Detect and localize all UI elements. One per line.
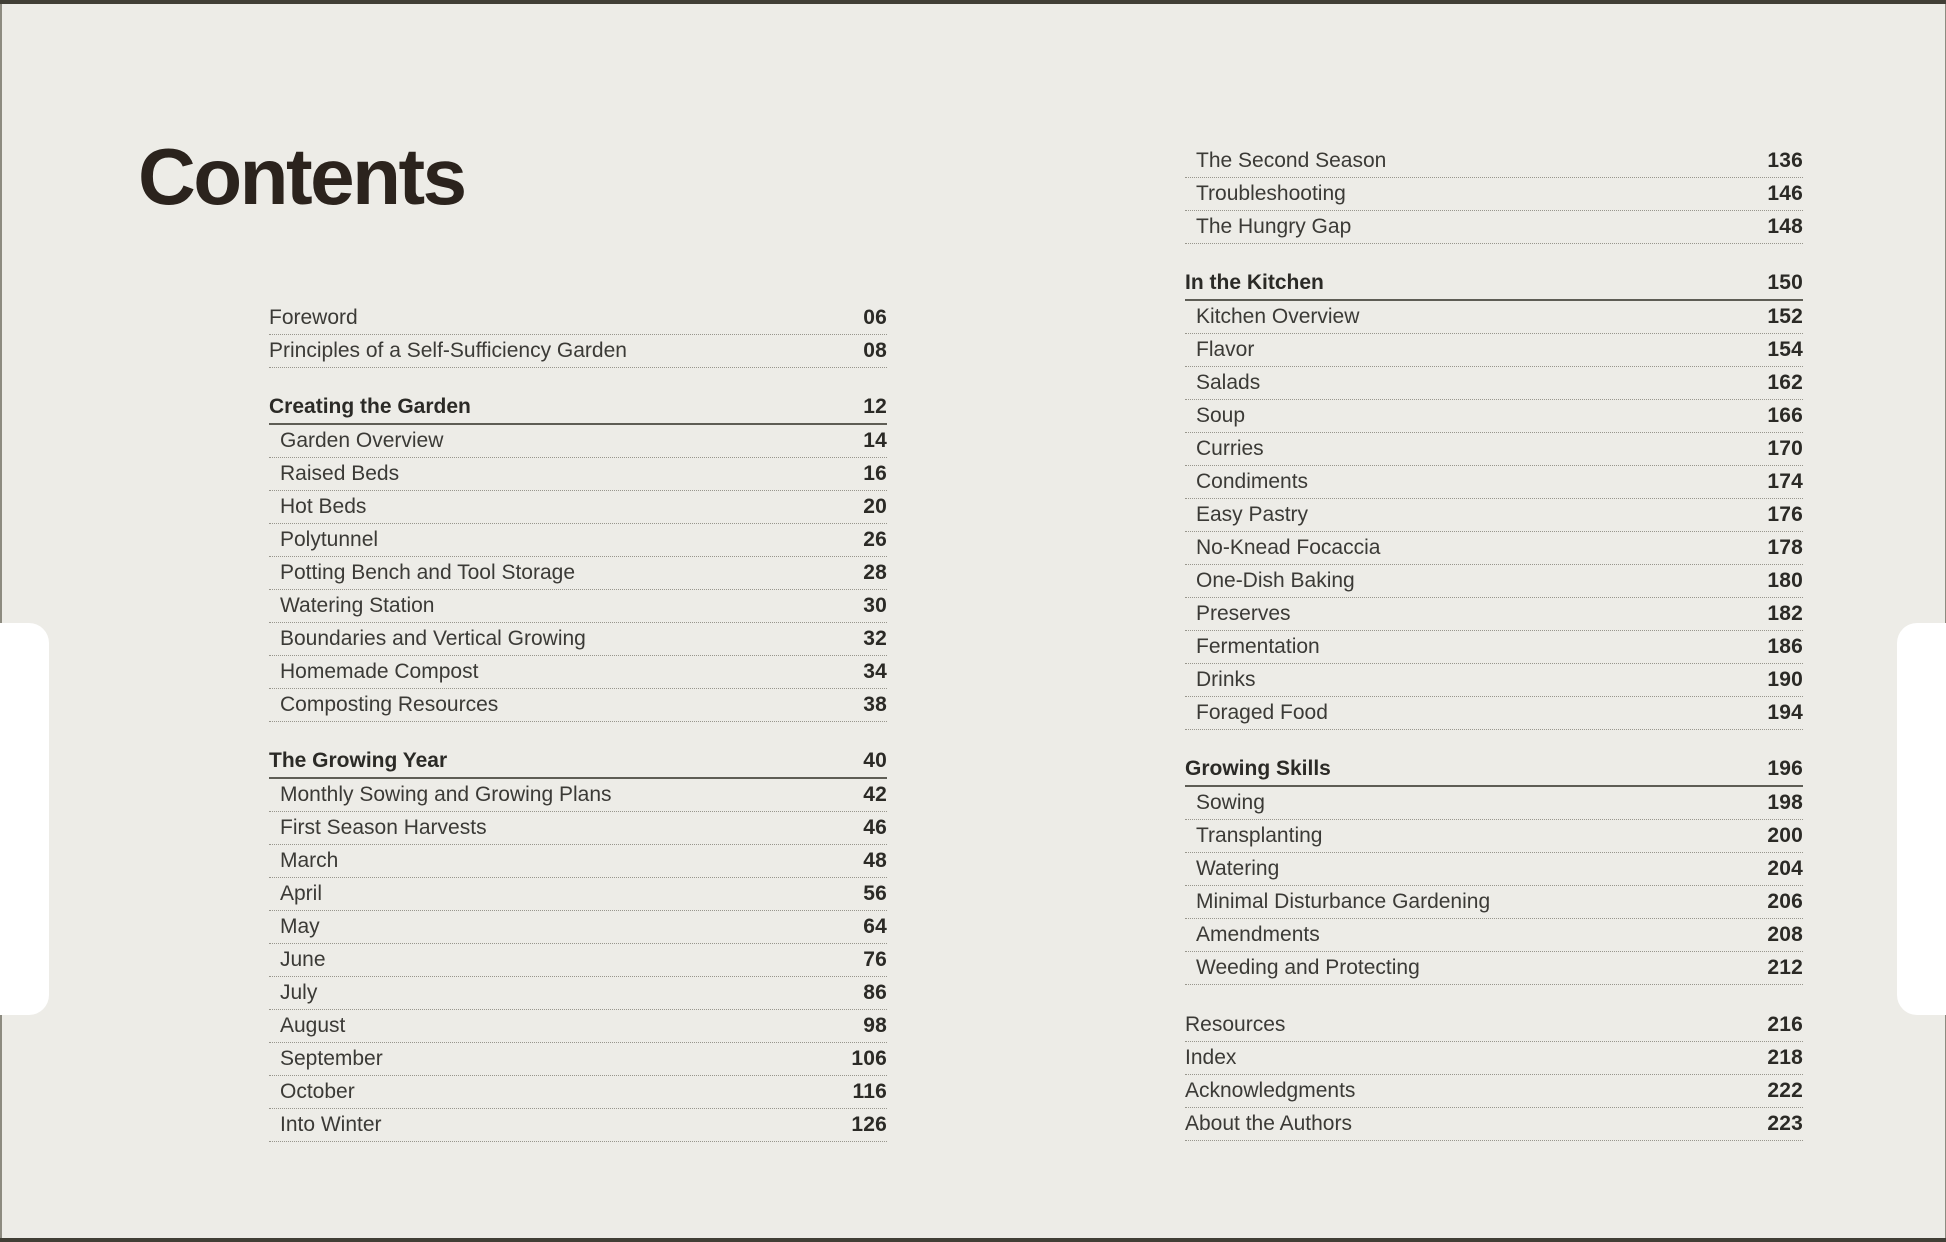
toc-entry-label: Composting Resources — [280, 693, 499, 716]
toc-entry-page: 116 — [852, 1080, 887, 1103]
toc-row — [269, 656, 887, 689]
toc-section — [1185, 268, 1803, 730]
toc-entry-label: Creating the Garden — [269, 395, 471, 418]
right-page-tab — [1897, 623, 1946, 1015]
toc-entry-label: Homemade Compost — [280, 660, 479, 683]
toc-entry-page: 204 — [1767, 857, 1803, 880]
toc-column-left — [269, 302, 887, 1142]
toc-entry-page: 152 — [1767, 305, 1803, 328]
toc-entry-label: The Growing Year — [269, 749, 448, 772]
toc-entry-page: 178 — [1767, 536, 1803, 559]
toc-entry-label: Polytunnel — [280, 528, 379, 551]
toc-entry-label: Salads — [1196, 371, 1261, 394]
toc-entry-label: Kitchen Overview — [1196, 305, 1360, 328]
toc-entry-label: Principles of a Self-Sufficiency Garden — [269, 339, 627, 362]
toc-entry-label: Potting Bench and Tool Storage — [280, 561, 575, 584]
toc-row — [269, 944, 887, 977]
toc-row — [1185, 400, 1803, 433]
toc-entry-label: June — [280, 948, 326, 971]
toc-entry-page: 154 — [1767, 338, 1803, 361]
toc-row — [1185, 211, 1803, 244]
toc-entry-page: 26 — [863, 528, 887, 551]
toc-entry-label: Drinks — [1196, 668, 1256, 691]
toc-entry-label: Into Winter — [280, 1113, 382, 1136]
toc-entry-label: Garden Overview — [280, 429, 444, 452]
toc-row — [269, 689, 887, 722]
toc-entry-label: Growing Skills — [1185, 757, 1331, 780]
toc-entry-page: 64 — [863, 915, 887, 938]
toc-entry-label: August — [280, 1014, 346, 1037]
toc-row — [269, 623, 887, 656]
toc-row — [1185, 466, 1803, 499]
toc-entry-label: Hot Beds — [280, 495, 367, 518]
toc-row — [1185, 433, 1803, 466]
toc-row — [1185, 1075, 1803, 1108]
toc-row — [1185, 1009, 1803, 1042]
toc-entry-label: Condiments — [1196, 470, 1309, 493]
toc-row — [269, 425, 887, 458]
toc-entry-page: 196 — [1767, 757, 1803, 780]
toc-section-header — [1185, 754, 1803, 787]
toc-row — [269, 491, 887, 524]
toc-entry-label: May — [280, 915, 320, 938]
toc-entry-label: About the Authors — [1185, 1112, 1352, 1135]
toc-entry-label: Preserves — [1196, 602, 1291, 625]
toc-entry-page: 182 — [1767, 602, 1803, 625]
toc-row — [1185, 145, 1803, 178]
toc-entry-label: Watering Station — [280, 594, 435, 617]
toc-entry-page: 14 — [863, 429, 887, 452]
toc-row — [1185, 367, 1803, 400]
toc-section-header — [269, 746, 887, 779]
toc-row — [269, 812, 887, 845]
top-edge-bar — [0, 0, 1946, 4]
toc-entry-label: Minimal Disturbance Gardening — [1196, 890, 1491, 913]
left-edge-line — [0, 4, 2, 1238]
toc-entry-page: 150 — [1767, 271, 1803, 294]
toc-entry-page: 186 — [1767, 635, 1803, 658]
toc-row — [1185, 301, 1803, 334]
toc-entry-page: 198 — [1767, 791, 1803, 814]
toc-row — [1185, 853, 1803, 886]
toc-entry-page: 98 — [863, 1014, 887, 1037]
toc-row — [269, 335, 887, 368]
toc-entry-page: 200 — [1767, 824, 1803, 847]
toc-section — [1185, 754, 1803, 985]
toc-entry-label: No-Knead Focaccia — [1196, 536, 1381, 559]
toc-row — [1185, 697, 1803, 730]
toc-entry-page: 42 — [863, 783, 887, 806]
page-title: Contents — [138, 132, 465, 221]
toc-section — [1185, 1009, 1803, 1141]
toc-entry-label: October — [280, 1080, 355, 1103]
toc-entry-page: 40 — [863, 749, 887, 772]
toc-entry-label: The Hungry Gap — [1196, 215, 1352, 238]
bottom-edge-bar — [0, 1238, 1946, 1242]
toc-entry-label: Resources — [1185, 1013, 1286, 1036]
toc-section — [269, 392, 887, 722]
toc-entry-page: 206 — [1767, 890, 1803, 913]
toc-section — [1185, 145, 1803, 244]
toc-entry-page: 30 — [863, 594, 887, 617]
toc-entry-page: 216 — [1767, 1013, 1803, 1036]
toc-entry-page: 222 — [1767, 1079, 1803, 1102]
toc-entry-page: 212 — [1767, 956, 1803, 979]
toc-row — [1185, 820, 1803, 853]
toc-entry-page: 218 — [1767, 1046, 1803, 1069]
toc-entry-page: 32 — [863, 627, 887, 650]
toc-entry-label: March — [280, 849, 339, 872]
toc-entry-page: 146 — [1767, 182, 1803, 205]
toc-row — [269, 1043, 887, 1076]
toc-entry-label: Easy Pastry — [1196, 503, 1309, 526]
toc-entry-page: 194 — [1767, 701, 1803, 724]
toc-row — [1185, 631, 1803, 664]
toc-row — [1185, 565, 1803, 598]
toc-row — [269, 1010, 887, 1043]
toc-entry-label: July — [280, 981, 318, 1004]
toc-row — [1185, 952, 1803, 985]
toc-section-header — [1185, 268, 1803, 301]
toc-row — [1185, 334, 1803, 367]
toc-entry-page: 86 — [863, 981, 887, 1004]
toc-entry-label: Watering — [1196, 857, 1280, 880]
toc-row — [1185, 532, 1803, 565]
left-page-tab — [0, 623, 49, 1015]
toc-row — [269, 977, 887, 1010]
toc-entry-label: Curries — [1196, 437, 1264, 460]
toc-row — [1185, 1108, 1803, 1141]
toc-entry-label: Soup — [1196, 404, 1246, 427]
toc-row — [1185, 919, 1803, 952]
toc-row — [269, 1076, 887, 1109]
toc-entry-page: 34 — [863, 660, 887, 683]
toc-section — [269, 302, 887, 368]
toc-entry-label: Index — [1185, 1046, 1237, 1069]
toc-entry-page: 46 — [863, 816, 887, 839]
toc-entry-label: April — [280, 882, 323, 905]
toc-section — [269, 746, 887, 1142]
toc-entry-label: Amendments — [1196, 923, 1320, 946]
toc-entry-page: 136 — [1767, 149, 1803, 172]
toc-entry-label: Raised Beds — [280, 462, 400, 485]
toc-entry-page: 06 — [863, 306, 887, 329]
toc-entry-label: Sowing — [1196, 791, 1265, 814]
toc-entry-page: 48 — [863, 849, 887, 872]
toc-entry-page: 28 — [863, 561, 887, 584]
toc-entry-page: 56 — [863, 882, 887, 905]
toc-entry-label: One-Dish Baking — [1196, 569, 1355, 592]
toc-entry-page: 148 — [1767, 215, 1803, 238]
toc-entry-label: Troubleshooting — [1196, 182, 1346, 205]
toc-entry-page: 190 — [1767, 668, 1803, 691]
toc-section-header — [269, 392, 887, 425]
toc-row — [1185, 886, 1803, 919]
toc-column-right — [1185, 145, 1803, 1141]
toc-row — [269, 911, 887, 944]
toc-entry-label: Transplanting — [1196, 824, 1323, 847]
toc-entry-page: 166 — [1767, 404, 1803, 427]
toc-entry-page: 223 — [1767, 1112, 1803, 1135]
toc-entry-page: 126 — [851, 1113, 887, 1136]
toc-row — [269, 458, 887, 491]
toc-entry-label: September — [280, 1047, 383, 1070]
toc-entry-label: Foraged Food — [1196, 701, 1328, 724]
toc-entry-label: Fermentation — [1196, 635, 1320, 658]
toc-row — [1185, 499, 1803, 532]
toc-row — [269, 590, 887, 623]
toc-row — [269, 302, 887, 335]
toc-entry-label: Foreword — [269, 306, 358, 329]
toc-entry-page: 20 — [863, 495, 887, 518]
toc-entry-label: First Season Harvests — [280, 816, 487, 839]
toc-entry-label: Acknowledgments — [1185, 1079, 1356, 1102]
toc-row — [1185, 598, 1803, 631]
toc-entry-page: 176 — [1767, 503, 1803, 526]
toc-entry-page: 162 — [1767, 371, 1803, 394]
toc-row — [269, 878, 887, 911]
toc-entry-label: Monthly Sowing and Growing Plans — [280, 783, 612, 806]
toc-entry-page: 106 — [851, 1047, 887, 1070]
toc-row — [269, 1109, 887, 1142]
toc-row — [269, 524, 887, 557]
toc-entry-page: 180 — [1767, 569, 1803, 592]
toc-row — [269, 779, 887, 812]
toc-row — [269, 557, 887, 590]
toc-entry-label: Boundaries and Vertical Growing — [280, 627, 586, 650]
toc-entry-label: The Second Season — [1196, 149, 1387, 172]
toc-row — [269, 845, 887, 878]
toc-entry-page: 08 — [863, 339, 887, 362]
toc-entry-label: Weeding and Protecting — [1196, 956, 1420, 979]
toc-entry-page: 76 — [863, 948, 887, 971]
toc-row — [1185, 787, 1803, 820]
toc-row — [1185, 178, 1803, 211]
toc-row — [1185, 664, 1803, 697]
toc-entry-page: 38 — [863, 693, 887, 716]
toc-entry-label: Flavor — [1196, 338, 1255, 361]
toc-entry-page: 208 — [1767, 923, 1803, 946]
toc-row — [1185, 1042, 1803, 1075]
toc-entry-page: 16 — [863, 462, 887, 485]
toc-entry-page: 170 — [1767, 437, 1803, 460]
toc-entry-label: In the Kitchen — [1185, 271, 1324, 294]
toc-entry-page: 12 — [863, 395, 887, 418]
toc-entry-page: 174 — [1767, 470, 1803, 493]
